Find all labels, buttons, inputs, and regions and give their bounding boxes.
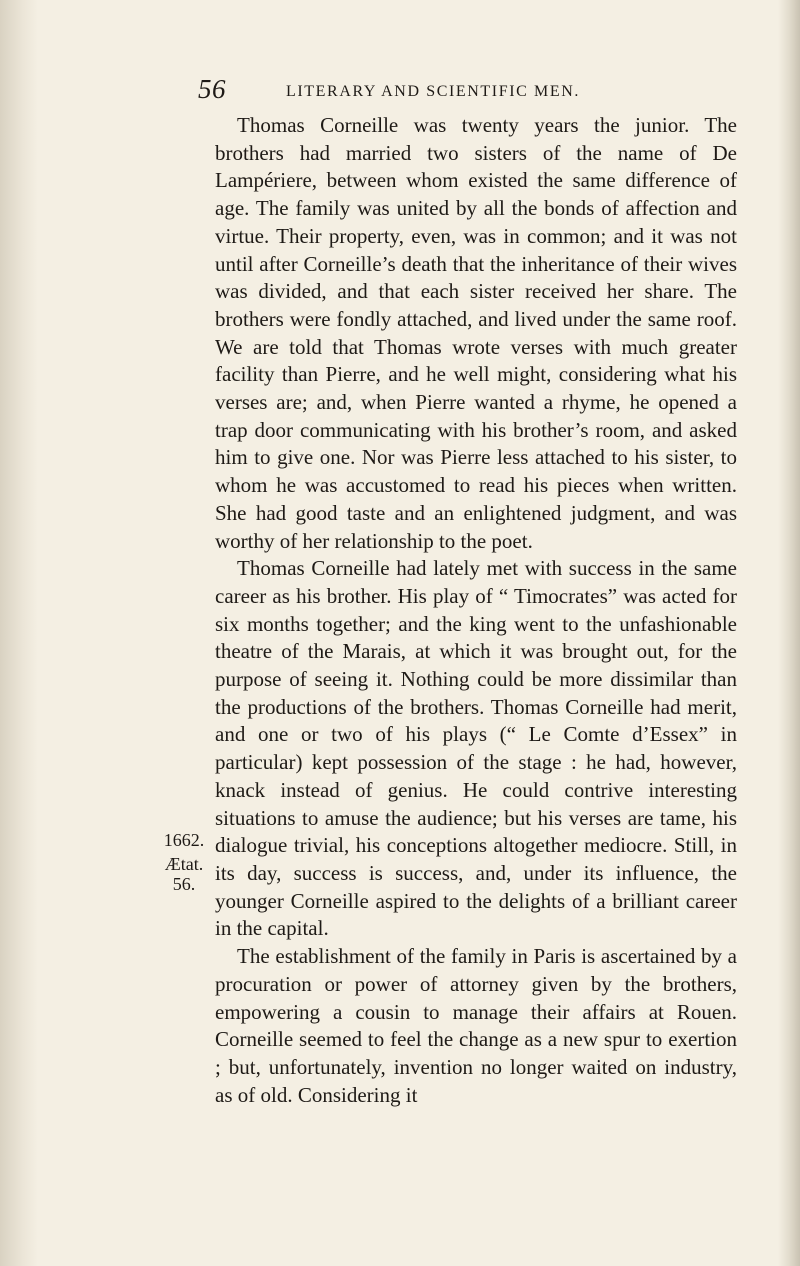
paragraph: Thomas Corneille had lately met with success in the same career as his brother. His play of “ Timocrates” was acted for six months together; and the king went to the unfashionable theatre of the Marais, at which it was brought out, for the purpose of seeing it. Nothing could be more dissimilar than the productions of the brothers. Thomas Corneille had merit, and one or two of his plays (“ Le Comte d’Essex” in particular) kept possession of the stage : he had, however, knack instead of genius. He could contrive interesting situations to amuse the audience; but his verses are tame, his dialogue trivial, his conceptions altogether mediocre. Still, in its day, success is success, and, under its influence, the younger Corneille aspired to the delights of a brilliant career in the capital.: [215, 556, 737, 941]
margin-notes: [158, 830, 210, 894]
margin-year: 1662.: [163, 830, 205, 850]
running-head: LITERARY AND SCIENTIFIC MEN.: [286, 83, 580, 100]
page-binding-shadow: [0, 0, 38, 1266]
paragraph: Thomas Corneille was twenty years the junior. The brothers had married two sisters of the name of De Lampériere, between whom existed the same difference of age. The family was united by all the bonds of affection and virtue. Their property, even, was in common; and it was not until after Corneille’s death that the inheritance of their wives was divided, and that each sister received her share. The brothers were fondly attached, and lived under the same roof. We are told that Thomas wrote verses with much greater facility than Pierre, and he well might, considering what his verses are; and, when Pierre wanted a rhyme, he opened a trap door communicating with his brother’s room, and asked him to give one. Nor was Pierre less attached to his sister, to whom he was accustomed to read his pieces when written. She had good taste and an enlightened judgment, and was worthy of her relationship to the poet.: [215, 113, 737, 553]
page-edge-shadow: [778, 0, 800, 1266]
margin-aetat-label: Ætat.: [164, 854, 204, 874]
body-text: [215, 112, 737, 1109]
paragraph: The establishment of the family in Paris is ascertained by a procuration or power of attorney given by the brothers, empowering a cousin to manage their affairs at Rouen. Corneille seemed to feel the change as a new spur to exertion ; but, unfortunately, invention no longer waited on industry, as of old. Considering it: [215, 944, 737, 1107]
page-header: [198, 74, 718, 108]
page-number: 56: [198, 74, 226, 104]
margin-age: 56.: [172, 874, 196, 894]
